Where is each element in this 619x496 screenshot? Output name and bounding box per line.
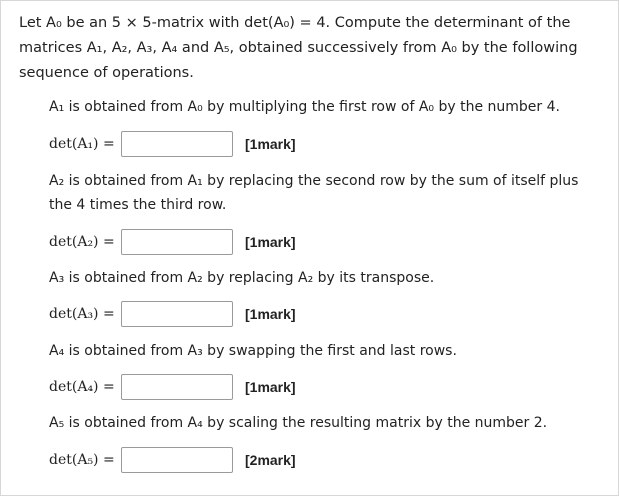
step-5-mark: [2mark] [245,452,296,468]
step-3-description: A₃ is obtained from A₂ by replacing A₂ by its transpose. [49,270,435,286]
step-1-description: A₁ is obtained from A₀ by multiplying the first row of A₀ by the number 4. [49,99,560,115]
step-3-det-label: det(A₃) = [49,306,115,322]
step-5-det-label: det(A₅) = [49,452,115,468]
step-2-det-label: det(A₂) = [49,234,115,250]
step-1-mark: [1mark] [245,136,296,152]
step-5-answer-row [49,445,296,475]
step-1-det-label: det(A₁) = [49,136,115,152]
step-5-description: A₅ is obtained from A₄ by scaling the resulting matrix by the number 2. [49,415,548,431]
step-4-answer-row [49,372,296,402]
step-3-mark: [1mark] [245,306,296,322]
step-2-answer-row [49,227,296,257]
step-2-description: A₂ is obtained from A₁ by replacing the second row by the sum of itself plus the 4 times the third row. [49,173,579,213]
step-3-answer-row [49,299,296,329]
step-2-mark: [1mark] [245,234,296,250]
step-4-det-label: det(A₄) = [49,379,115,395]
det-a1-input[interactable] [121,131,233,157]
step-4-mark: [1mark] [245,379,296,395]
step-4-description: A₄ is obtained from A₃ by swapping the first and last rows. [49,343,457,359]
det-a5-input[interactable] [121,447,233,473]
step-1-answer-row [49,129,296,159]
question-intro: Let A₀ be an 5 × 5-matrix with det(A₀) = 4. Compute the determinant of the matrices A₁, A₂, A₃, A₄ and A₅, obtained successively from A₀ by the following sequence of operations. [19,15,578,81]
det-a2-input[interactable] [121,229,233,255]
det-a4-input[interactable] [121,374,233,400]
det-a3-input[interactable] [121,301,233,327]
